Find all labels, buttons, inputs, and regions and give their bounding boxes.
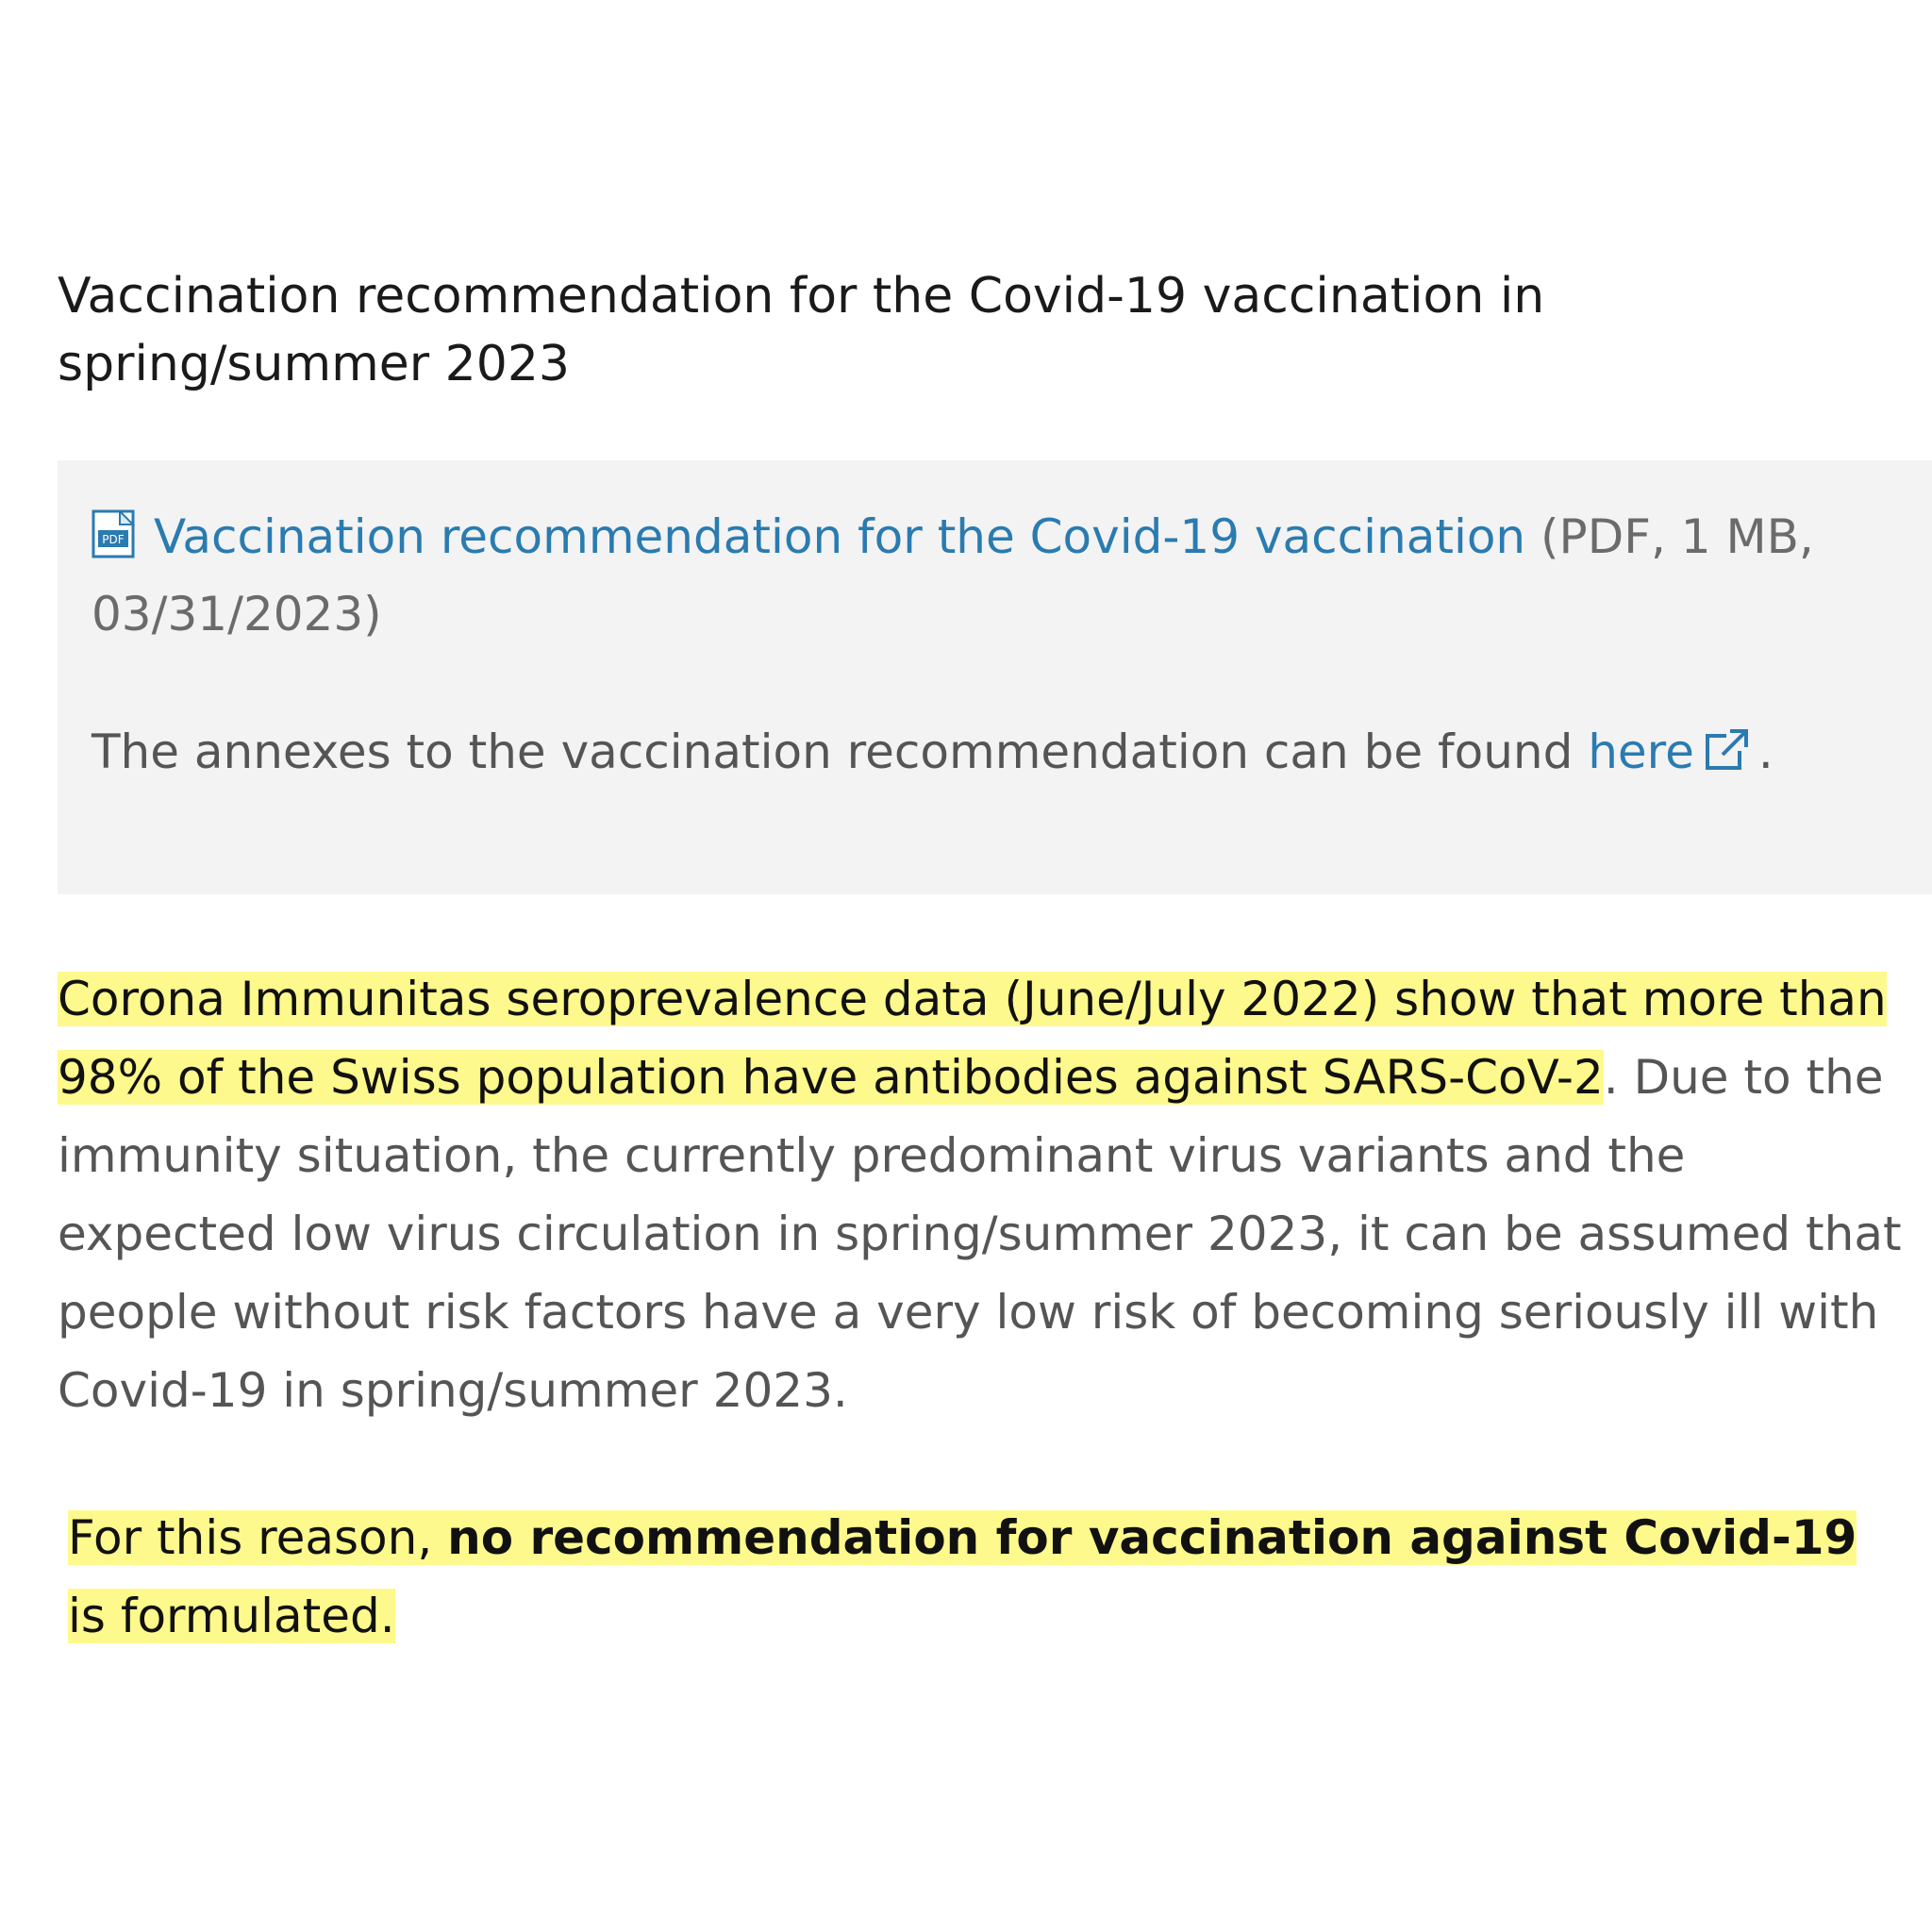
conclusion-bold: no recommendation for vaccination against Covid-19 (447, 1510, 1857, 1565)
annex-text-after: . (1757, 724, 1774, 779)
document-link[interactable]: Vaccination recommendation for the Covid-19 vaccination (154, 509, 1526, 564)
annex-link[interactable]: here (1588, 724, 1694, 779)
conclusion-paragraph (68, 1499, 1860, 1656)
seroprevalence-paragraph (58, 960, 1916, 1430)
highlighted-statement: Corona Immunitas seroprevalence data (June/July 2022) show that more than 98% of the Swiss population have antibodies against SARS-CoV-2 (58, 972, 1887, 1105)
svg-text:PDF: PDF (102, 533, 125, 546)
section-title: Vaccination recommendation for the Covid-19 vaccination in spring/summer 2023 (58, 268, 1545, 392)
annex-text (92, 713, 1884, 791)
conclusion-prefix: For this reason, (68, 1510, 448, 1565)
conclusion-suffix: is formulated. (68, 1589, 395, 1643)
document-meta: (PDF, 1 MB, 03/31/2023) (92, 509, 1814, 641)
document-entry (92, 498, 1884, 653)
document-box (58, 460, 1932, 894)
annex-text-before: The annexes to the vaccination recommendation can be found (92, 724, 1589, 779)
external-link-icon (1702, 728, 1751, 772)
paragraph-rest: . Due to the immunity situation, the currently predominant virus variants and the expected low virus circulation in spring/summer 2023, it can be assumed that people without risk factors have a very low risk of becoming seriously ill with Covid-19 in spring/summer 2023. (58, 1050, 1902, 1418)
pdf-icon (92, 509, 135, 558)
